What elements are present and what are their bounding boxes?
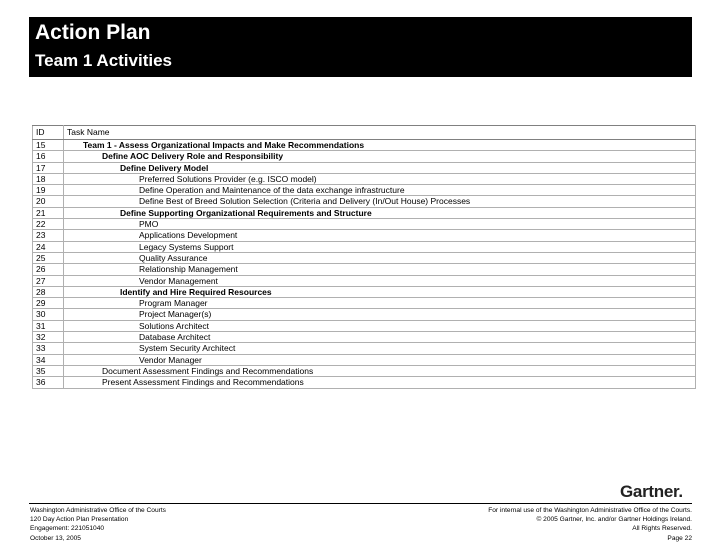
footer-left (30, 506, 166, 543)
table-row (33, 151, 696, 162)
task-name-cell: Quality Assurance (64, 252, 696, 263)
task-name-cell: Document Assessment Findings and Recommendations (64, 365, 696, 376)
task-id-cell: 35 (33, 365, 64, 376)
table-row (33, 286, 696, 297)
task-name-cell: Preferred Solutions Provider (e.g. ISCO model) (64, 173, 696, 184)
table-row (33, 252, 696, 263)
table-row (33, 173, 696, 184)
task-id-cell: 25 (33, 252, 64, 263)
task-id-cell: 18 (33, 173, 64, 184)
task-id-cell: 29 (33, 298, 64, 309)
table-row (33, 140, 696, 151)
table-row (33, 241, 696, 252)
task-id-cell: 36 (33, 377, 64, 388)
task-name-cell: Vendor Management (64, 275, 696, 286)
task-id-cell: 21 (33, 207, 64, 218)
task-name-cell: Database Architect (64, 332, 696, 343)
task-name-cell: Define Supporting Organizational Requirements and Structure (64, 207, 696, 218)
table-row (33, 185, 696, 196)
task-name-cell: Vendor Manager (64, 354, 696, 365)
footer-divider (29, 503, 692, 504)
footer-right-line: For internal use of the Washington Administrative Office of the Courts. (488, 507, 692, 514)
table-row (33, 207, 696, 218)
table-row (33, 230, 696, 241)
task-id-cell: 33 (33, 343, 64, 354)
slide-title: Action Plan (35, 21, 151, 44)
task-name-cell: Define AOC Delivery Role and Responsibility (64, 151, 696, 162)
table-header-row (33, 126, 696, 140)
task-name-cell: Applications Development (64, 230, 696, 241)
task-id-cell: 22 (33, 219, 64, 230)
task-id-cell: 15 (33, 140, 64, 151)
table-row (33, 343, 696, 354)
page-number: Page 22 (667, 534, 692, 542)
table-row (33, 264, 696, 275)
footer-right-line: All Rights Reserved. (632, 525, 692, 533)
footer-left-line: October 13, 2005 (30, 534, 81, 542)
task-id-cell: 28 (33, 286, 64, 297)
task-id-cell: 16 (33, 151, 64, 162)
table-row (33, 365, 696, 376)
footer-right-line: © 2005 Gartner, Inc. and/or Gartner Holdings Ireland. (536, 516, 692, 524)
task-id-cell: 19 (33, 185, 64, 196)
task-id-cell: 31 (33, 320, 64, 331)
footer-left-line: Washington Administrative Office of the Courts (30, 507, 166, 514)
task-name-cell: Define Operation and Maintenance of the data exchange infrastructure (64, 185, 696, 196)
footer-left-line: 120 Day Action Plan Presentation (30, 516, 129, 524)
task-id-cell: 27 (33, 275, 64, 286)
task-id-cell: 30 (33, 309, 64, 320)
task-id-cell: 32 (33, 332, 64, 343)
table-row (33, 377, 696, 388)
task-name-cell: Define Best of Breed Solution Selection (Criteria and Delivery (In/Out House) Processes (64, 196, 696, 207)
task-id-cell: 20 (33, 196, 64, 207)
task-id-cell: 24 (33, 241, 64, 252)
task-id-cell: 34 (33, 354, 64, 365)
task-rows (33, 140, 696, 389)
table-row (33, 309, 696, 320)
task-name-cell: System Security Architect (64, 343, 696, 354)
footer-left-line: Engagement: 221051040 (30, 525, 105, 533)
table-row (33, 196, 696, 207)
task-id-cell: 23 (33, 230, 64, 241)
task-name-cell: Project Manager(s) (64, 309, 696, 320)
slide-subtitle: Team 1 Activities (35, 51, 173, 70)
task-name-cell: Present Assessment Findings and Recommendations (64, 377, 696, 388)
task-table (32, 125, 696, 389)
table-row (33, 162, 696, 173)
task-name-cell: PMO (64, 219, 696, 230)
table-row (33, 332, 696, 343)
logo-dot: . (678, 482, 683, 501)
task-name-cell: Team 1 - Assess Organizational Impacts and Make Recommendations (64, 140, 696, 151)
task-id-cell: 26 (33, 264, 64, 275)
task-name-cell: Solutions Architect (64, 320, 696, 331)
task-id-cell: 17 (33, 162, 64, 173)
table-row (33, 275, 696, 286)
task-name-cell: Relationship Management (64, 264, 696, 275)
task-name-cell: Identify and Hire Required Resources (64, 286, 696, 297)
table-row (33, 320, 696, 331)
table-row (33, 354, 696, 365)
table-row (33, 298, 696, 309)
column-header-id: ID (33, 126, 64, 140)
gartner-logo (620, 482, 683, 502)
table-row (33, 219, 696, 230)
column-header-task-name: Task Name (64, 126, 696, 140)
task-name-cell: Define Delivery Model (64, 162, 696, 173)
slide-header (29, 17, 692, 77)
logo-text: Gartner (620, 482, 679, 501)
task-name-cell: Legacy Systems Support (64, 241, 696, 252)
footer-right (488, 506, 692, 543)
task-name-cell: Program Manager (64, 298, 696, 309)
